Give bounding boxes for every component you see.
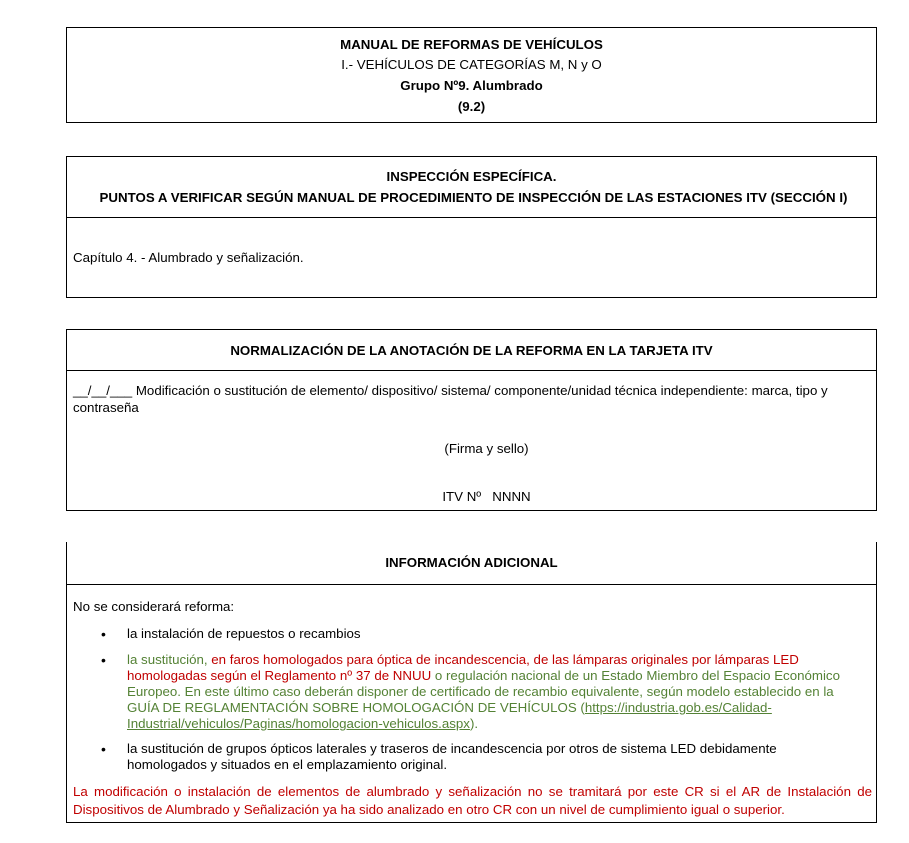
normalization-header bbox=[67, 330, 876, 371]
chapter-text: Capítulo 4. - Alumbrado y señalización. bbox=[73, 250, 304, 265]
inspection-heading: INSPECCIÓN ESPECÍFICA. bbox=[386, 169, 557, 184]
verification-points-heading: PUNTOS A VERIFICAR SEGÚN MANUAL DE PROCEDIMIENTO DE INSPECCIÓN DE LAS ESTACIONES ITV (SECCIÓN I) bbox=[99, 190, 848, 205]
section-code: (9.2) bbox=[457, 99, 486, 114]
manual-title: MANUAL DE REFORMAS DE VEHÍCULOS bbox=[340, 37, 603, 52]
vehicle-categories: I.- VEHÍCULOS DE CATEGORÍAS M, N y O bbox=[341, 57, 602, 72]
itv-number: ITV Nº NNNN bbox=[442, 489, 531, 504]
homologation-guide-link[interactable]: https://industria.gob.es/Calidad-Industrial/vehiculos/Paginas/homologacion-vehiculos.aspx bbox=[127, 700, 772, 731]
text-green: ). bbox=[469, 716, 479, 731]
list-item-text: la sustitución de grupos ópticos laterales y traseros de incandescencia por otros de sistema LED debidamente homologados y situados en el emplazamiento original. bbox=[127, 741, 777, 772]
group-title: Grupo Nº9. Alumbrado bbox=[400, 78, 543, 93]
bullet-icon: • bbox=[101, 741, 106, 757]
list-item bbox=[101, 741, 846, 773]
list-item bbox=[101, 626, 846, 642]
normalization-heading: NORMALIZACIÓN DE LA ANOTACIÓN DE LA REFORMA EN LA TARJETA ITV bbox=[230, 343, 713, 358]
bullet-icon: • bbox=[101, 652, 106, 668]
title-box bbox=[66, 27, 877, 123]
text-green: la sustitución, bbox=[127, 652, 212, 667]
signature-label: (Firma y sello) bbox=[444, 441, 529, 456]
intro-text: No se considerará reforma: bbox=[73, 599, 235, 614]
additional-info-header bbox=[67, 542, 876, 585]
list-item-text: la instalación de repuestos o recambios bbox=[127, 626, 361, 641]
inspection-body bbox=[67, 218, 876, 298]
normalization-box bbox=[66, 329, 877, 511]
inspection-header bbox=[67, 157, 876, 218]
text-red: en faros homologados para óptica de incandescencia, de las lámparas originales por lámparas LED homologadas según el Reglamento nº 37 de NNUU bbox=[127, 652, 799, 683]
text-green: o regulación nacional de un Estado Miembro del Espacio Económico Europeo. En este último caso deberán disponer de certificado de recambio equivalente, según modelo establecido en la GUÍA DE REGLAMENTACIÓN SOBRE HOMOLOGACIÓN DE VEHÍCULOS ( bbox=[127, 668, 840, 715]
inspection-box bbox=[66, 156, 877, 298]
additional-info-heading: INFORMACIÓN ADICIONAL bbox=[385, 555, 558, 570]
processing-note: La modificación o instalación de elementos de alumbrado y señalización no se tramitará por este CR si el AR de Instalación de Dispositivos de Alumbrado y Señalización ya ha sido analizado en otro CR con un nivel de cumplimiento igual o superior. bbox=[73, 784, 872, 817]
additional-info-box bbox=[66, 542, 877, 823]
modification-text: __/__/___ Modificación o sustitución de elemento/ dispositivo/ sistema/ componente/unidad técnica independiente: marca, tipo y contraseña bbox=[73, 383, 828, 415]
list-item bbox=[101, 652, 846, 732]
list-item-text bbox=[127, 652, 846, 732]
bullet-icon: • bbox=[101, 626, 106, 642]
